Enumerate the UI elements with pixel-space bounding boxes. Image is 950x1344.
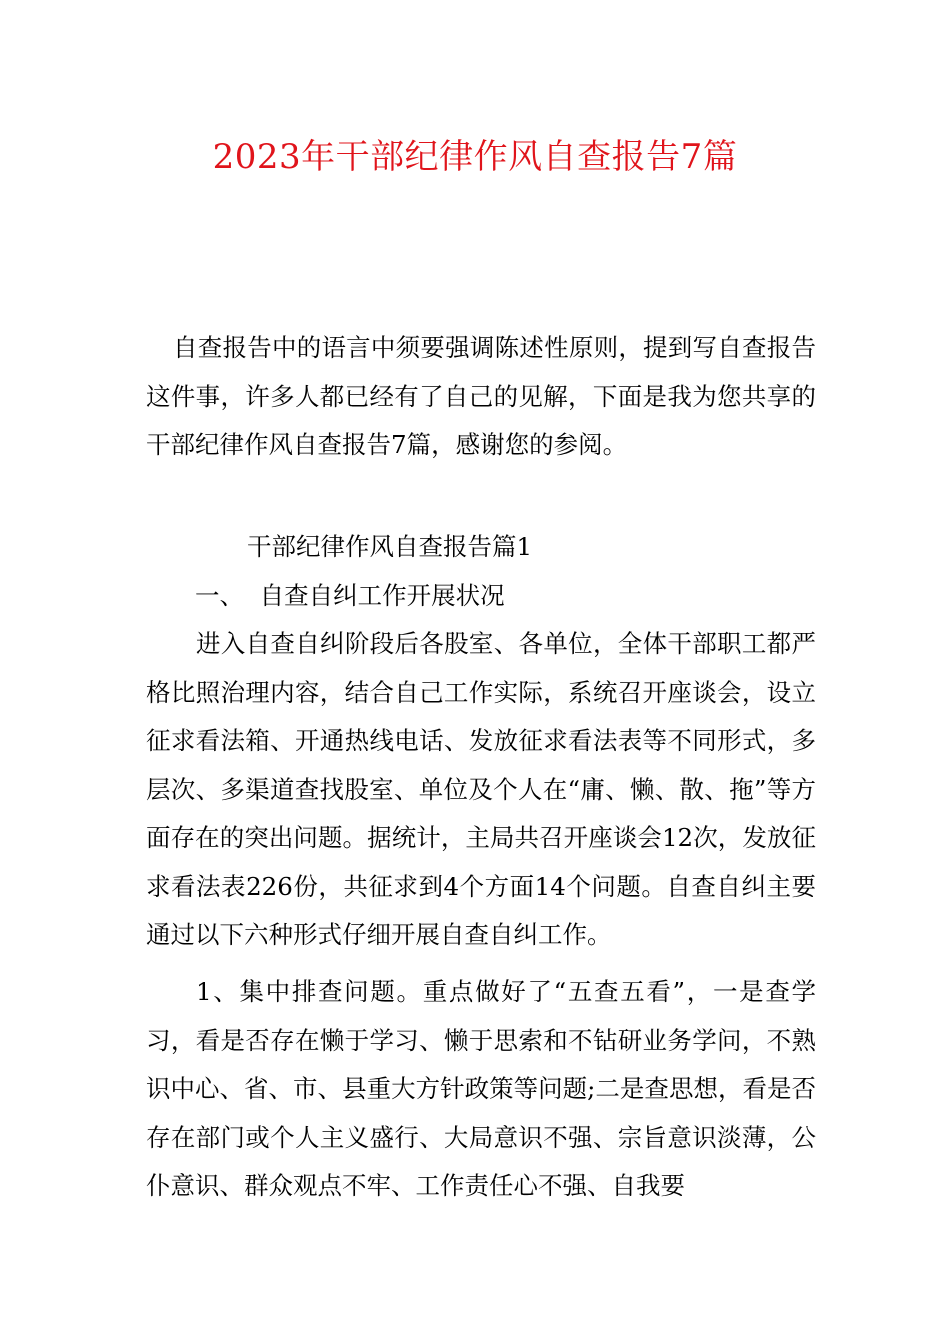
body-paragraph: 1、集中排查问题。重点做好了“五查五看”，一是查学习，看是否存在懒于学习、懒于思索和不钻研业务学问，不熟识中心、省、市、县重大方针政策等问题;二是查思想，看是否存在部门或个人主义盛行、大局意识不强、宗旨意识淡薄，公仆意识、群众观点不牢、工作责任心不强、自我要 [146,977,816,1200]
document-title: 2023年干部纪律作风自查报告7篇 [212,137,738,177]
body-paragraph: 进入自查自纠阶段后各股室、各单位，全体干部职工都严格比照治理内容，结合自己工作实际，系统召开座谈会，设立征求看法箱、开通热线电话、发放征求看法表等不同形式，多层次、多渠道查找股室、单位及个人在“庸、懒、散、拖”等方面存在的突出问题。据统计，主局共召开座谈会12次，发放征求看法表226份，共征求到4个方面14个问题。自查自纠主要通过以下六种形式仔细开展自查自纠工作。 [146,629,816,949]
sub-heading: 一、 自查自纠工作开展状况 [195,581,505,610]
intro-paragraph: 自查报告中的语言中须要强调陈述性原则，提到写自查报告这件事，许多人都已经有了自己的见解，下面是我为您共享的干部纪律作风自查报告7篇，感谢您的参阅。 [146,333,816,459]
section-heading: 干部纪律作风自查报告篇1 [247,532,533,561]
